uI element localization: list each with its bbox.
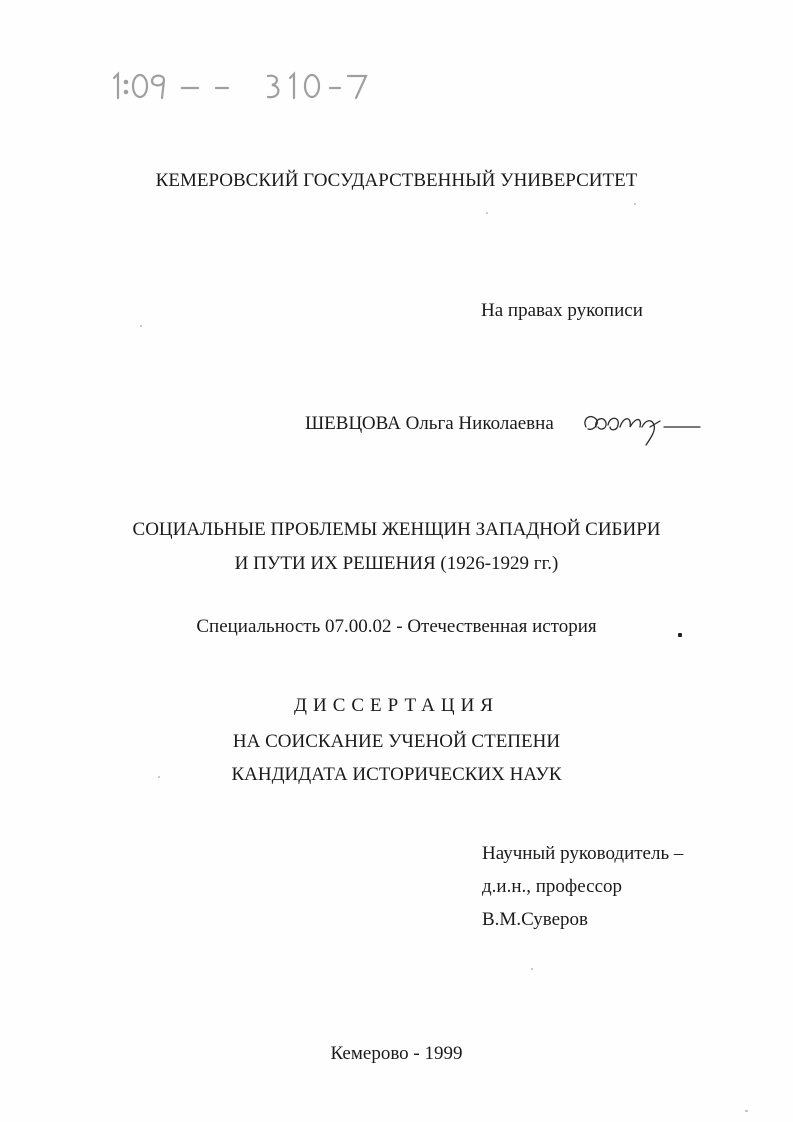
supervisor-degree: д.и.н., профессор <box>482 876 623 897</box>
dissertation-title-line-1: СОЦИАЛЬНЫЕ ПРОБЛЕМЫ ЖЕНЩИН ЗАПАДНОЙ СИБИРИ <box>132 519 661 540</box>
specialty: Специальность 07.00.02 - Отечественная история <box>196 616 597 637</box>
supervisor-label: Научный руководитель – <box>482 843 684 864</box>
manuscript-rights-note: На правах рукописи <box>481 300 643 321</box>
scan-speck <box>486 212 488 214</box>
degree-line-2: КАНДИДАТА ИСТОРИЧЕСКИХ НАУК <box>231 764 562 785</box>
place-and-year: Кемерово - 1999 <box>330 1043 463 1064</box>
scan-speck <box>158 776 160 778</box>
scan-speck <box>678 633 682 637</box>
scan-speck <box>745 1110 748 1112</box>
author-signature <box>580 405 710 450</box>
scan-speck <box>531 968 533 970</box>
degree-line-1: НА СОИСКАНИЕ УЧЕНОЙ СТЕПЕНИ <box>232 731 561 752</box>
university-name: КЕМЕРОВСКИЙ ГОСУДАРСТВЕННЫЙ УНИВЕРСИТЕТ <box>155 170 638 191</box>
dissertation-title-line-2: И ПУТИ ИХ РЕШЕНИЯ (1926-1929 гг.) <box>234 553 559 574</box>
dissertation-heading: ДИССЕРТАЦИЯ <box>294 695 499 716</box>
scan-speck <box>140 325 142 327</box>
supervisor-name: В.М.Суверов <box>482 909 589 930</box>
scan-speck <box>634 203 636 205</box>
archive-stamp <box>108 66 378 106</box>
author-name: ШЕВЦОВА Ольга Николаевна <box>305 413 554 434</box>
